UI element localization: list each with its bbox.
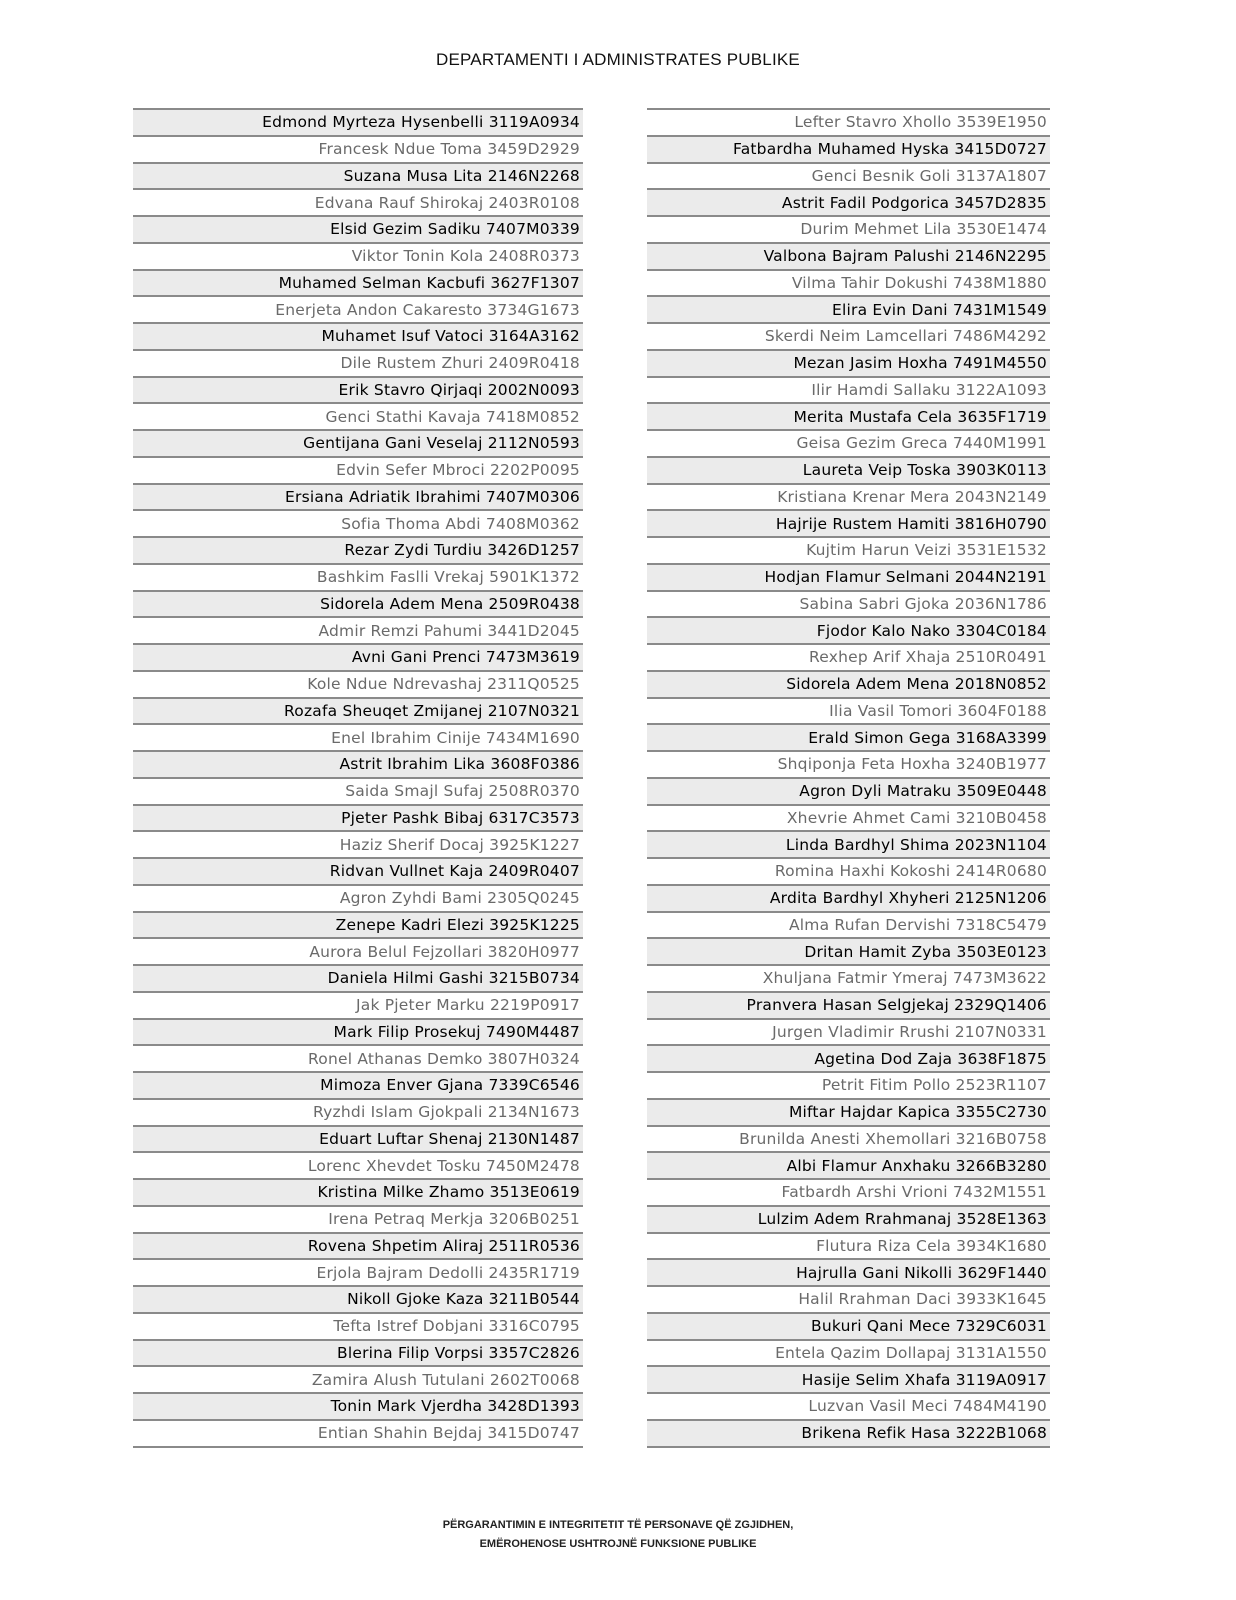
right-list-row: Laureta Veip Toska 3903K0113 [647,456,1050,483]
left-name-list [133,108,583,1448]
right-list-row: Rexhep Arif Xhaja 2510R0491 [647,643,1050,670]
left-list-row: Ridvan Vullnet Kaja 2409R0407 [133,857,583,884]
left-list-row: Sidorela Adem Mena 2509R0438 [133,590,583,617]
right-list-row: Mezan Jasim Hoxha 7491M4550 [647,349,1050,376]
left-list-row: Mark Filip Prosekuj 7490M4487 [133,1018,583,1045]
left-list-row: Gentijana Gani Veselaj 2112N0593 [133,429,583,456]
right-list-row: Luzvan Vasil Meci 7484M4190 [647,1392,1050,1419]
right-list-row: Sidorela Adem Mena 2018N0852 [647,670,1050,697]
left-list-row: Bashkim Faslli Vrekaj 5901K1372 [133,563,583,590]
right-list-row: Dritan Hamit Zyba 3503E0123 [647,937,1050,964]
footer-line-2: EMËROHENOSE USHTROJNË FUNKSIONE PUBLIKE [479,1538,757,1550]
right-list-row: Ilir Hamdi Sallaku 3122A1093 [647,376,1050,403]
right-list-row: Bukuri Qani Mece 7329C6031 [647,1312,1050,1339]
left-list-row: Suzana Musa Lita 2146N2268 [133,162,583,189]
left-list-row: Genci Stathi Kavaja 7418M0852 [133,402,583,429]
left-list-row: Kristina Milke Zhamo 3513E0619 [133,1178,583,1205]
right-list-row: Fatbardha Muhamed Hyska 3415D0727 [647,135,1050,162]
left-list-row: Ersiana Adriatik Ibrahimi 7407M0306 [133,483,583,510]
left-list-row: Avni Gani Prenci 7473M3619 [133,643,583,670]
page-title: DEPARTAMENTI I ADMINISTRATES PUBLIKE [436,50,800,69]
right-list-row: Shqiponja Feta Hoxha 3240B1977 [647,750,1050,777]
left-list-row: Agron Zyhdi Bami 2305Q0245 [133,884,583,911]
left-list-row: Erjola Bajram Dedolli 2435R1719 [133,1258,583,1285]
right-list-row: Agetina Dod Zaja 3638F1875 [647,1044,1050,1071]
right-list-row: Valbona Bajram Palushi 2146N2295 [647,242,1050,269]
right-list-row: Jurgen Vladimir Rrushi 2107N0331 [647,1018,1050,1045]
right-list-row: Petrit Fitim Pollo 2523R1107 [647,1071,1050,1098]
left-list-row: Ryzhdi Islam Gjokpali 2134N1673 [133,1098,583,1125]
right-list-row: Brunilda Anesti Xhemollari 3216B0758 [647,1125,1050,1152]
right-list-row: Durim Mehmet Lila 3530E1474 [647,215,1050,242]
left-list-row: Rovena Shpetim Aliraj 2511R0536 [133,1232,583,1259]
left-list-row: Jak Pjeter Marku 2219P0917 [133,991,583,1018]
left-list-row: Zamira Alush Tutulani 2602T0068 [133,1365,583,1392]
left-list-row: Ronel Athanas Demko 3807H0324 [133,1044,583,1071]
left-list-row: Rozafa Sheuqet Zmijanej 2107N0321 [133,697,583,724]
left-list-bottom-rule [133,1446,583,1448]
right-list-row: Romina Haxhi Kokoshi 2414R0680 [647,857,1050,884]
left-list-row: Muhamet Isuf Vatoci 3164A3162 [133,322,583,349]
right-list-row: Entela Qazim Dollapaj 3131A1550 [647,1339,1050,1366]
right-list-row: Flutura Riza Cela 3934K1680 [647,1232,1050,1259]
right-list-row: Pranvera Hasan Selgjekaj 2329Q1406 [647,991,1050,1018]
right-list-row: Hajrije Rustem Hamiti 3816H0790 [647,509,1050,536]
right-list-row: Merita Mustafa Cela 3635F1719 [647,402,1050,429]
left-list-row: Entian Shahin Bejdaj 3415D0747 [133,1419,583,1446]
right-list-row: Albi Flamur Anxhaku 3266B3280 [647,1151,1050,1178]
left-list-row: Tonin Mark Vjerdha 3428D1393 [133,1392,583,1419]
right-list-row: Fatbardh Arshi Vrioni 7432M1551 [647,1178,1050,1205]
footer-line-1: PËRGARANTIMIN E INTEGRITETIT TË PERSONAVE QË ZGJIDHEN, [442,1519,794,1531]
left-list-row: Sofia Thoma Abdi 7408M0362 [133,509,583,536]
right-list-row: Lefter Stavro Xhollo 3539E1950 [647,108,1050,135]
right-list-row: Xhuljana Fatmir Ymeraj 7473M3622 [647,964,1050,991]
right-list-row: Xhevrie Ahmet Cami 3210B0458 [647,804,1050,831]
right-list-row: Genci Besnik Goli 3137A1807 [647,162,1050,189]
right-list-row: Lulzim Adem Rrahmanaj 3528E1363 [647,1205,1050,1232]
right-list-row: Vilma Tahir Dokushi 7438M1880 [647,269,1050,296]
left-list-row: Aurora Belul Fejzollari 3820H0977 [133,937,583,964]
left-list-row: Lorenc Xhevdet Tosku 7450M2478 [133,1151,583,1178]
right-list-row: Halil Rrahman Daci 3933K1645 [647,1285,1050,1312]
left-list-row: Dile Rustem Zhuri 2409R0418 [133,349,583,376]
left-list-row: Daniela Hilmi Gashi 3215B0734 [133,964,583,991]
right-list-row: Astrit Fadil Podgorica 3457D2835 [647,188,1050,215]
right-list-row: Alma Rufan Dervishi 7318C5479 [647,911,1050,938]
right-list-row: Linda Bardhyl Shima 2023N1104 [647,830,1050,857]
right-name-list [647,108,1050,1448]
left-list-row: Edmond Myrteza Hysenbelli 3119A0934 [133,108,583,135]
right-list-row: Geisa Gezim Greca 7440M1991 [647,429,1050,456]
left-list-row: Zenepe Kadri Elezi 3925K1225 [133,911,583,938]
footer [0,1516,1236,1554]
left-list-row: Muhamed Selman Kacbufi 3627F1307 [133,269,583,296]
left-list-row: Enel Ibrahim Cinije 7434M1690 [133,723,583,750]
right-list-row: Erald Simon Gega 3168A3399 [647,723,1050,750]
left-list-row: Blerina Filip Vorpsi 3357C2826 [133,1339,583,1366]
right-list-row: Sabina Sabri Gjoka 2036N1786 [647,590,1050,617]
right-list-row: Ardita Bardhyl Xhyheri 2125N1206 [647,884,1050,911]
left-list-row: Nikoll Gjoke Kaza 3211B0544 [133,1285,583,1312]
right-list-bottom-rule [647,1446,1050,1448]
right-list-row: Agron Dyli Matraku 3509E0448 [647,777,1050,804]
left-list-row: Rezar Zydi Turdiu 3426D1257 [133,536,583,563]
right-list-row: Hajrulla Gani Nikolli 3629F1440 [647,1258,1050,1285]
left-list-row: Kole Ndue Ndrevashaj 2311Q0525 [133,670,583,697]
right-list-row: Hasije Selim Xhafa 3119A0917 [647,1365,1050,1392]
right-list-row: Kristiana Krenar Mera 2043N2149 [647,483,1050,510]
right-list-row: Elira Evin Dani 7431M1549 [647,295,1050,322]
left-list-row: Erik Stavro Qirjaqi 2002N0093 [133,376,583,403]
right-list-row: Hodjan Flamur Selmani 2044N2191 [647,563,1050,590]
right-list-row: Miftar Hajdar Kapica 3355C2730 [647,1098,1050,1125]
left-list-row: Admir Remzi Pahumi 3441D2045 [133,616,583,643]
left-list-row: Viktor Tonin Kola 2408R0373 [133,242,583,269]
left-list-row: Eduart Luftar Shenaj 2130N1487 [133,1125,583,1152]
left-list-row: Elsid Gezim Sadiku 7407M0339 [133,215,583,242]
left-list-row: Tefta Istref Dobjani 3316C0795 [133,1312,583,1339]
left-list-row: Mimoza Enver Gjana 7339C6546 [133,1071,583,1098]
right-list-row: Ilia Vasil Tomori 3604F0188 [647,697,1050,724]
left-list-row: Enerjeta Andon Cakaresto 3734G1673 [133,295,583,322]
left-list-row: Edvin Sefer Mbroci 2202P0095 [133,456,583,483]
left-list-row: Saida Smajl Sufaj 2508R0370 [133,777,583,804]
left-list-row: Francesk Ndue Toma 3459D2929 [133,135,583,162]
left-list-row: Irena Petraq Merkja 3206B0251 [133,1205,583,1232]
left-list-row: Edvana Rauf Shirokaj 2403R0108 [133,188,583,215]
left-list-row: Haziz Sherif Docaj 3925K1227 [133,830,583,857]
right-list-row: Brikena Refik Hasa 3222B1068 [647,1419,1050,1446]
right-list-row: Fjodor Kalo Nako 3304C0184 [647,616,1050,643]
left-list-row: Astrit Ibrahim Lika 3608F0386 [133,750,583,777]
left-list-row: Pjeter Pashk Bibaj 6317C3573 [133,804,583,831]
right-list-row: Kujtim Harun Veizi 3531E1532 [647,536,1050,563]
right-list-row: Skerdi Neim Lamcellari 7486M4292 [647,322,1050,349]
